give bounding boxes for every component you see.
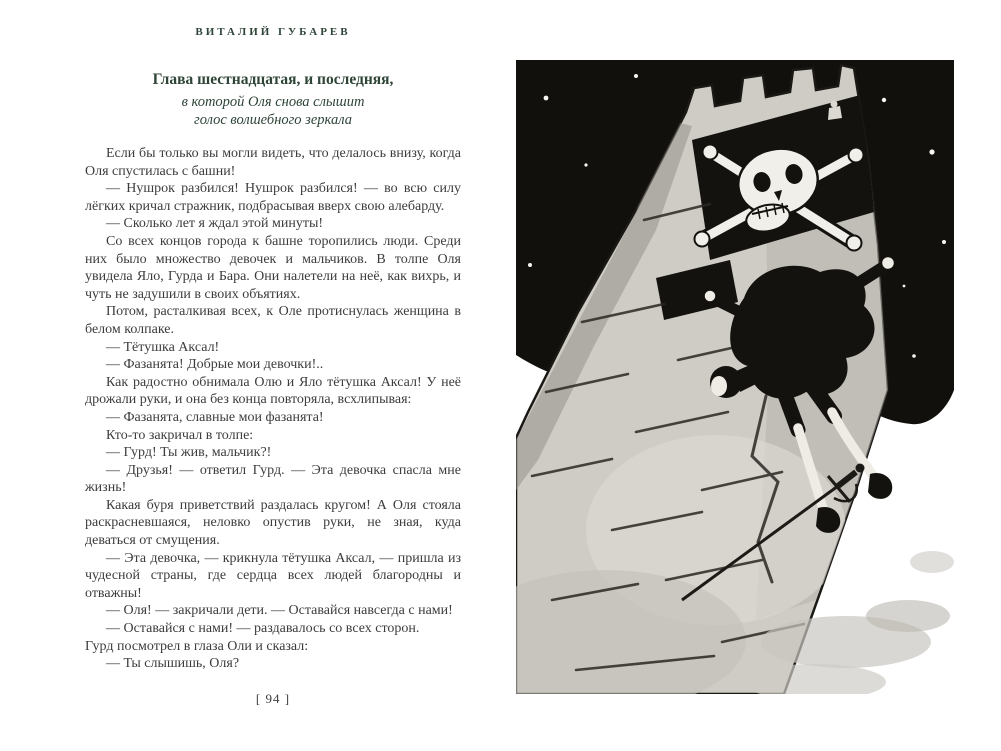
paragraph: — Эта девочка, — крикнула тётушка Аксал, — пришла из чудесной страны, где сердца всех людей благородны и отважны!: [85, 550, 461, 601]
paragraph: Если бы только вы могли видеть, что делалось внизу, когда Оля спустилась с башни!: [85, 146, 461, 179]
chapter-subtitle-line: голос волшебного зеркала: [194, 112, 352, 128]
paragraph: Какая буря приветствий раздалась кругом! А Оля стояла раскрасневшаяся, неловко опустив руки, не зная, куда деваться от смущения.: [85, 497, 461, 549]
star-icon: [903, 285, 906, 288]
star-icon: [912, 354, 916, 358]
running-head-author: ВИТАЛИЙ ГУБАРЕВ: [195, 26, 351, 38]
paragraph: Кто-то закричал в толпе:: [106, 427, 254, 443]
paragraph: — Друзья! — ответил Гурд. — Эта девочка спасла мне жизнь!: [85, 462, 461, 496]
paragraph: — Сколько лет я ждал этой минуты!: [106, 216, 324, 232]
paragraph: — Гурд! Ты жив, мальчик?!: [106, 445, 272, 461]
paragraph: Гурд посмотрел в глаза Оли и сказал:: [85, 638, 309, 654]
paragraph: — Оля! — закричали дети. — Оставайся навсегда с нами!: [106, 603, 453, 619]
star-icon: [882, 98, 886, 102]
star-icon: [584, 163, 587, 166]
tower-illustration: [516, 60, 954, 694]
paragraph: — Тётушка Аксал!: [106, 339, 220, 355]
paragraph: Как радостно обнимала Олю и Яло тётушка Аксал! У неё дрожали руки, и она без конца повторяла, всхлипывая:: [85, 374, 461, 408]
chapter-body: [85, 145, 461, 673]
star-icon: [528, 263, 532, 267]
paragraph: — Ты слышишь, Оля?: [106, 656, 240, 672]
chapter-title: Глава шестнадцатая, и последняя,: [152, 71, 394, 88]
page-number: [ 94 ]: [255, 691, 291, 706]
paragraph: — Оставайся с нами! — раздавалось со всех сторон.: [106, 621, 420, 637]
paragraph: Со всех концов города к башне торопились люди. Среди них было множество девочек и мальчиков. В толпе Оля увидела Яло, Гурда и Бара. Они налетели на неё, как вихрь, и чуть не задушили в своих объятиях.: [85, 233, 461, 302]
star-icon: [634, 74, 638, 78]
star-icon: [929, 149, 934, 154]
star-icon: [942, 240, 946, 244]
chapter-subtitle-line: в которой Оля снова слышит: [181, 94, 365, 110]
paragraph: — Нушрок разбился! Нушрок разбился! — во всю силу лёгких кричал стражник, подбрасывая вверх свою алебарду.: [85, 181, 461, 214]
left-page: [85, 26, 461, 673]
paragraph: Потом, расталкивая всех, к Оле протиснулась женщина в белом колпаке.: [85, 304, 461, 337]
illustration: [516, 60, 954, 694]
star-icon: [544, 96, 549, 101]
paragraph: — Фазанята, славные мои фазанята!: [106, 409, 324, 425]
paragraph: — Фазанята! Добрые мои девочки!..: [106, 357, 324, 373]
